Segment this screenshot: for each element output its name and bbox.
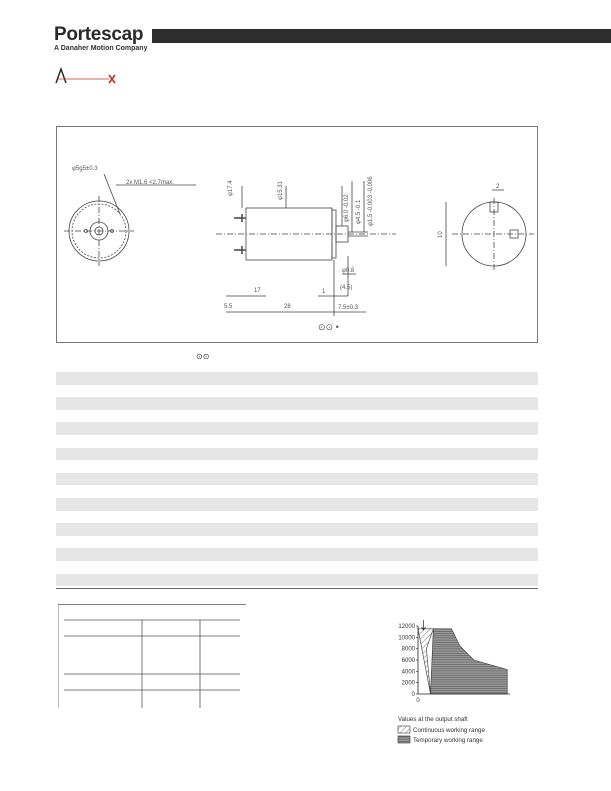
drawing-symbols: ⊙⊙ •: [318, 322, 339, 332]
dim-body-a: φ17.4: [228, 180, 234, 196]
dim-length-1: 1: [322, 289, 326, 295]
dim-length-55: 5.5: [224, 304, 233, 310]
company-logo: Portescap: [54, 24, 144, 45]
table-row: [56, 498, 538, 511]
y-tick-label: 10000: [398, 635, 415, 642]
rear-view: [446, 190, 534, 272]
dim-side-w: 2: [496, 184, 500, 190]
legend-continuous: Continuous working range: [413, 727, 485, 734]
small-table: [58, 604, 246, 708]
table-divider: [56, 588, 538, 589]
y-tick-label: 8000: [401, 646, 415, 653]
y-tick-label: 0: [411, 692, 415, 698]
dim-shaft-tolerance: φ5g5±0.3: [72, 166, 98, 172]
table-row: [56, 473, 538, 486]
dim-body-b: φ15.31: [278, 181, 284, 200]
table-row: [56, 548, 538, 561]
table-row: [56, 435, 538, 448]
x-tick-label: 0: [416, 698, 420, 704]
table-row: [56, 397, 538, 410]
table-row: [56, 485, 538, 498]
front-view: [64, 174, 196, 266]
technical-drawing: [56, 126, 538, 343]
table-row: [56, 460, 538, 473]
dim-shaft-c: φ1.5 -0.003 -0.006: [368, 176, 374, 226]
table-row: [56, 448, 538, 461]
y-tick-label: 6000: [401, 658, 415, 664]
y-tick-label: 2000: [401, 680, 415, 687]
dim-length-45: (4.5): [340, 285, 353, 291]
table-row: [56, 561, 538, 574]
table-row: [56, 422, 538, 435]
legend-temporary: Temporary working range: [413, 737, 483, 744]
table-row: [56, 511, 538, 524]
chart-caption: Values at the output shaft: [398, 716, 468, 723]
marker-arrow: [422, 620, 426, 630]
spec-table: [56, 372, 538, 586]
legend-swatch-continuous: [398, 726, 410, 733]
table-row: [56, 536, 538, 549]
dim-length-75: 7.5±0.3: [338, 305, 358, 311]
dim-holes: 2x M1.6 <2.7max.: [126, 180, 174, 186]
company-tagline: A Danaher Motion Company: [54, 45, 148, 52]
dim-shaft-a: φ6.0 -0.02: [344, 194, 350, 222]
temporary-range-area: [431, 629, 508, 694]
note-symbols: ⊙⊙: [196, 352, 210, 361]
table-row: [56, 574, 538, 587]
dim-length-17: 17: [254, 288, 261, 294]
y-tick-label: 4000: [401, 669, 415, 676]
table-row: [56, 372, 538, 385]
working-range-chart: [388, 620, 518, 752]
legend-swatch-temporary: [398, 736, 410, 743]
dim-shaft-b: φ4.5 -0.1: [356, 199, 362, 224]
table-row: [56, 385, 538, 398]
brand-mark-icon: [54, 66, 129, 86]
table-row: [56, 523, 538, 536]
dim-length-28: 28: [284, 304, 291, 310]
y-tick-label: 12000: [398, 624, 415, 630]
dim-pin-label: φ0.8: [342, 268, 355, 274]
header-bar: [152, 29, 611, 43]
table-row: [56, 410, 538, 423]
dim-side-h: 10: [438, 231, 444, 238]
